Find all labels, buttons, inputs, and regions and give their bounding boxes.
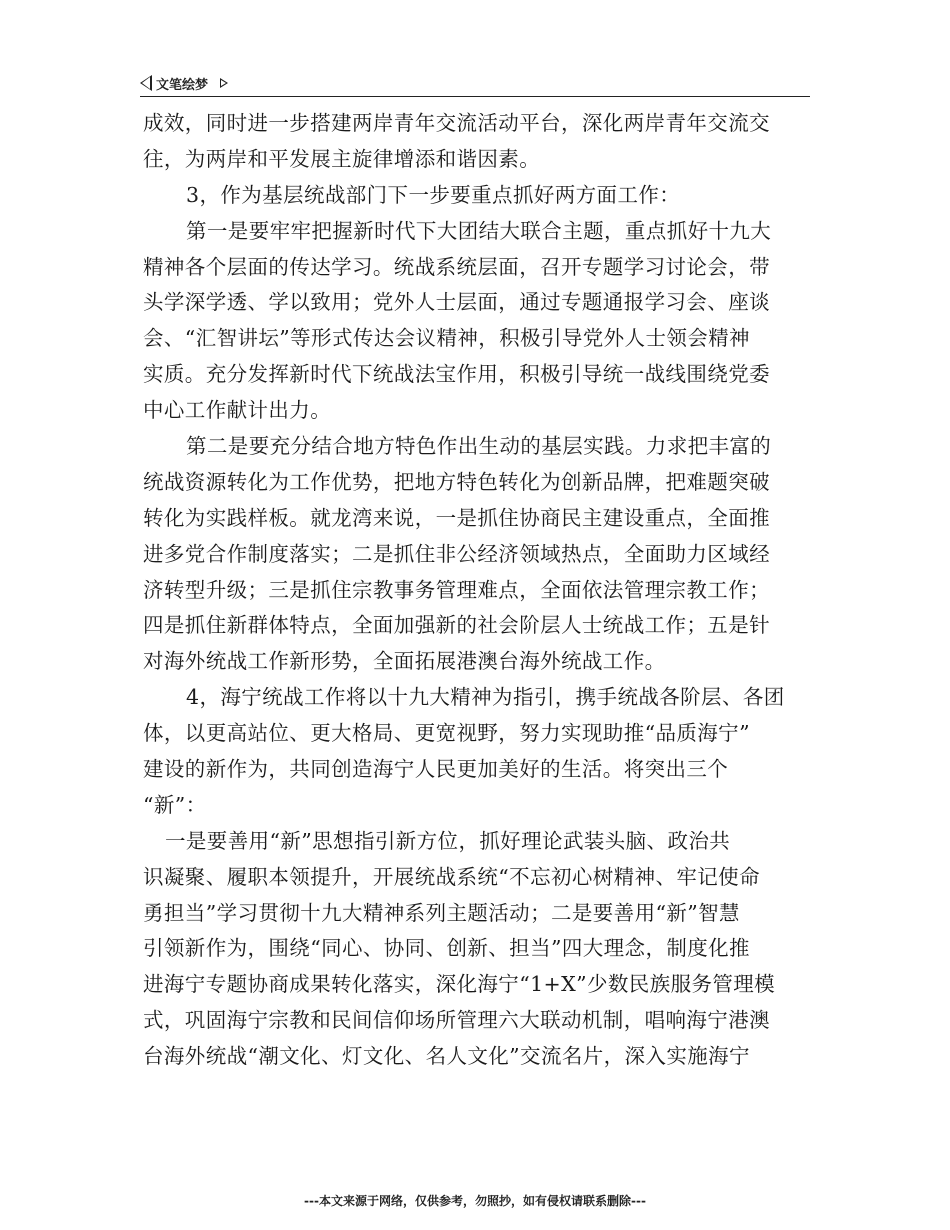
document-body [143,106,811,1075]
body-line: 进多党合作制度落实；二是抓住非公经济领域热点，全面助力区域经 [143,541,770,566]
body-line: 济转型升级；三是抓住宗教事务管理难点，全面依法管理宗教工作； [143,577,770,602]
triangle-left-icon [140,75,152,91]
body-line: 成效，同时进一步搭建两岸青年交流活动平台，深化两岸青年交流交 [143,111,770,135]
body-line: 会、“汇智讲坛”等形式传达会议精神，积极引导党外人士领会精神 [143,326,750,351]
triangle-right-icon [220,78,228,88]
body-line: 精神各个层面的传达学习。统战系统层面，召开专题学习讨论会，带 [143,254,770,279]
body-line: 第一是要牢牢把握新时代下大团结大联合主题，重点抓好十九大 [186,218,772,243]
body-line: 往，为两岸和平发展主旋律增添和谐因素。 [143,146,541,171]
body-line: 式，巩固海宁宗教和民间信仰场所管理六大联动机制，唱响海宁港澳 [143,1008,770,1033]
body-line: 对海外统战工作新形势，全面拓展港澳台海外统战工作。 [143,649,666,674]
body-line: “新”： [143,792,207,817]
body-line: 实质。充分发挥新时代下统战法宝作用，积极引导统一战线围绕党委 [143,362,770,387]
body-line: 头学深学透、学以致用；党外人士层面，通过专题通报学习会、座谈 [143,290,770,315]
body-line: 建设的新作为，共同创造海宁人民更加美好的生活。将突出三个 [143,757,729,782]
brand-name: 文笔绘梦 [156,77,209,93]
body-line: 转化为实践样板。就龙湾来说，一是抓住协商民主建设重点，全面推 [143,505,770,530]
body-line: 台海外统战“潮文化、灯文化、名人文化”交流名片，深入实施海宁 [143,1044,750,1069]
source-disclaimer: ---本文来源于网络，仅供参考，勿照抄，如有侵权请联系删除--- [304,1194,646,1208]
body-line: 引领新作为，围绕“同心、协同、创新、担当”四大理念，制度化推 [143,936,750,961]
body-line: 统战资源转化为工作优势，把地方特色转化为创新品牌，把难题突破 [143,469,770,494]
body-line: 一是要善用“新”思想指引新方位，抓好理论武装头脑、政治共 [165,828,731,853]
body-line: 勇担当”学习贯彻十九大精神系列主题活动；二是要善用“新”智慧 [143,900,740,925]
body-line: 体，以更高站位、更大格局、更宽视野，努力实现助推“品质海宁” [143,721,750,746]
page-header [140,70,810,97]
body-line: 第二是要充分结合地方特色作出生动的基层实践。力求把丰富的 [186,434,772,459]
body-line: 四是抓住新群体特点，全面加强新的社会阶层人士统战工作；五是针 [143,613,770,638]
body-line: 识凝聚、履职本领提升，开展统战系统“不忘初心树精神、牢记使命 [143,864,760,889]
body-line: 4，海宁统战工作将以十九大精神为指引，携手统战各阶层、各团 [186,685,785,710]
body-line: 进海宁专题协商成果转化落实，深化海宁“1+X”少数民族服务管理模 [143,972,776,997]
body-line: 中心工作献计出力。 [143,398,332,423]
body-line: 3，作为基层统战部门下一步要重点抓好两方面工作： [186,182,681,207]
